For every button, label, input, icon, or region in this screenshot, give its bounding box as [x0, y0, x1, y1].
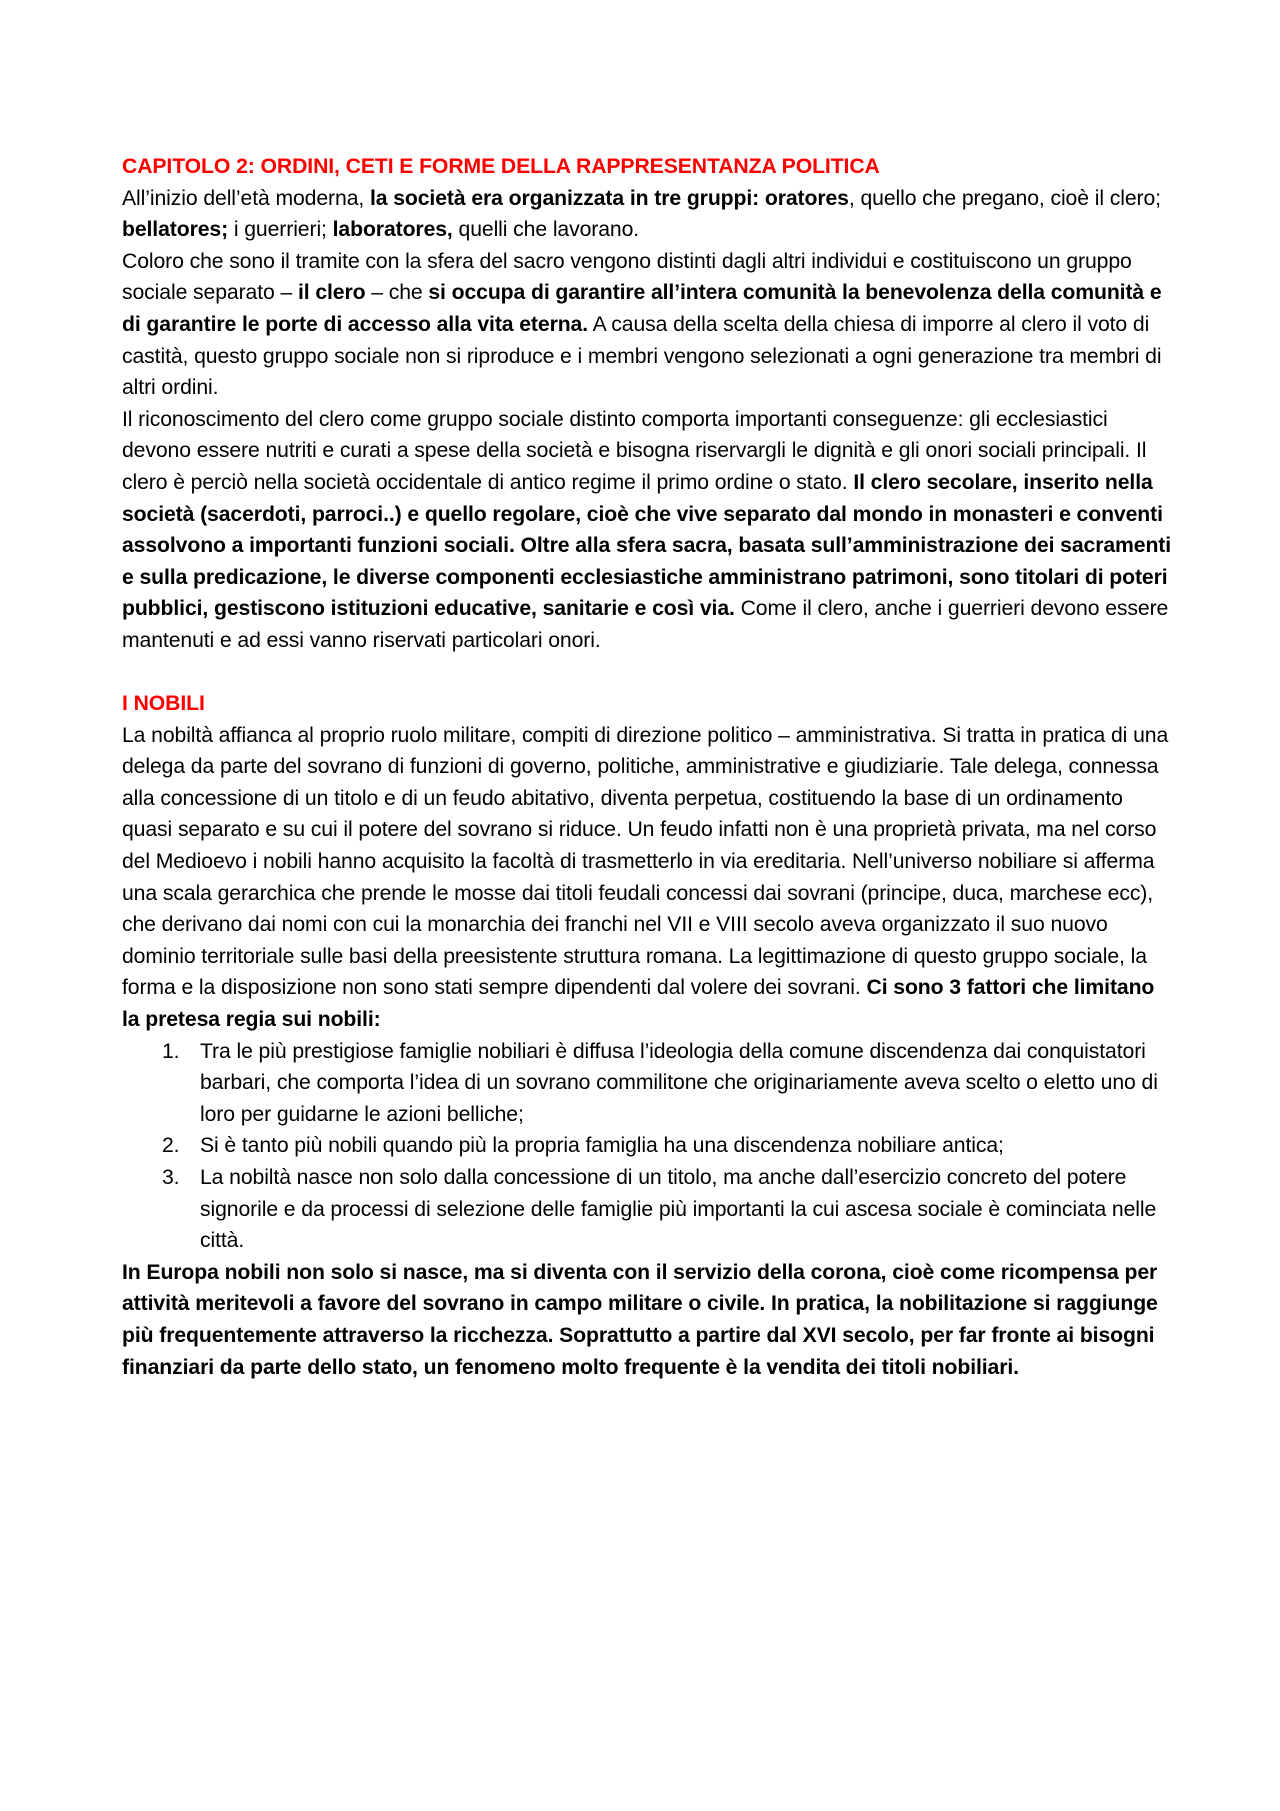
- list-number: 2.: [162, 1134, 180, 1158]
- list-item: [122, 1130, 1174, 1162]
- document-page: [122, 151, 1174, 1383]
- list-item-text: Tra le più prestigiose famiglie nobiliari è diffusa l’ideologia della comune discendenza dai conquistatori barbari, che comporta l’idea di un sovrano commilitone che originariamente aveva scelto o eletto uno di loro per guidarne le azioni belliche;: [200, 1039, 1158, 1126]
- text-run: quelli che lavorano.: [452, 218, 640, 242]
- list-item-text: Si è tanto più nobili quando più la propria famiglia ha una discendenza nobiliare antica;: [200, 1134, 1004, 1158]
- text-run-bold: In Europa nobili non solo si nasce, ma si diventa con il servizio della corona, cioè come ricompensa per attività meritevoli a favore del sovrano in campo militare o civile. In pratica, la nobilitazione si raggiunge più frequentemente attraverso la ricchezza. Soprattutto a partire dal XVI secolo, per far fronte ai bisogni finanziari da parte dello stato, un fenomeno molto frequente è la vendita dei titoli nobiliari.: [122, 1260, 1158, 1379]
- text-run: La nobiltà affianca al proprio ruolo militare, compiti di direzione politico – amministrativa. Si tratta in pratica di una delega da parte del sovrano di funzioni di governo, politiche, amministrative e giudiziarie. Tale delega, connessa alla concessione di un titolo e di un feudo abitativo, diventa perpetua, costituendo la base di un ordinamento quasi separato e su cui il potere del sovrano si riduce. Un feudo infatti non è una proprietà privata, ma nel corso del Medioevo i nobili hanno acquisito la facoltà di trasmetterlo in via ereditaria. Nell’universo nobiliare si afferma una scala gerarchica che prende le mosse dai titoli feudali concessi dai sovrani (principe, duca, marchese ecc), che derivano dai nomi con cui la monarchia dei franchi nel VII e VIII secolo aveva organizzato il suo nuovo dominio territoriale sulle basi della preesistente struttura romana. La legittimazione di questo gruppo sociale, la forma e la disposizione non sono stati sempre dipendenti dal volere dei sovrani.: [122, 723, 1169, 1000]
- paragraph-clero: [122, 246, 1174, 404]
- paragraph-riconoscimento: [122, 404, 1174, 657]
- paragraph-intro: [122, 183, 1174, 246]
- text-run: , quello che pregano, cioè il clero;: [848, 186, 1161, 210]
- text-run-bold: Il clero secolare, inserito nella società (sacerdoti, parroci..) e quello regolare, cioè che vive separato dal mondo in monasteri e conventi assolvono a importanti funzioni sociali. Oltre alla sfera sacra, basata sull’amministrazione dei sacramenti e sulla predicazione, le diverse componenti ecclesiastiche amministrano patrimoni, sono titolari di poteri pubblici, gestiscono istituzioni educative, sanitarie e così via.: [122, 470, 1172, 621]
- paragraph-spacer: [122, 657, 1174, 689]
- list-number: 1.: [162, 1039, 180, 1063]
- text-run: Il riconoscimento del clero come gruppo sociale distinto comporta importanti conseguenze: gli ecclesiastici devono essere nutriti e curati a spese della società e bisogna riservargli le dignità e gli onori sociali principali. Il clero è perciò nella società occidentale di antico regime il primo ordine o stato.: [122, 407, 1147, 494]
- text-run-bold: la società era organizzata in tre gruppi: oratores: [369, 186, 849, 210]
- list-item: [122, 1162, 1174, 1257]
- text-run: Coloro che sono il tramite con la sfera del sacro vengono distinti dagli altri individui e costituiscono un gruppo sociale separato –: [122, 249, 1132, 305]
- list-item: [122, 1036, 1174, 1131]
- paragraph-nobilta: [122, 720, 1174, 1036]
- chapter-heading: CAPITOLO 2: ORDINI, CETI E FORME DELLA RAPPRESENTANZA POLITICA: [122, 155, 880, 178]
- numbered-list: [122, 1036, 1174, 1257]
- text-run: Come il clero, anche i guerrieri devono essere mantenuti e ad essi vanno riservati particolari onori.: [122, 597, 1169, 652]
- paragraph-conclusion: [122, 1257, 1174, 1383]
- list-number: 3.: [162, 1166, 180, 1189]
- section-heading-nobili: I NOBILI: [122, 692, 205, 716]
- text-run: – che: [365, 281, 429, 305]
- text-run-bold: Ci sono 3 fattori che limitano la pretesa regia sui nobili:: [122, 976, 1155, 1032]
- text-run: A causa della scelta della chiesa di imporre al clero il voto di castità, questo gruppo sociale non si riproduce e i membri vengono selezionati a ogni generazione tra membri di altri ordini.: [122, 312, 1162, 400]
- text-run: All’inizio dell’età moderna,: [122, 186, 370, 210]
- text-run-bold: bellatores;: [122, 218, 229, 242]
- text-run-bold: il clero: [297, 281, 366, 305]
- text-run-bold: laboratores,: [332, 218, 453, 242]
- text-run: i guerrieri;: [228, 218, 333, 242]
- list-item-text: La nobiltà nasce non solo dalla concessione di un titolo, ma anche dall’esercizio concreto del potere signorile e da processi di selezione delle famiglie più importanti la cui ascesa sociale è cominciata nelle città.: [200, 1166, 1157, 1253]
- text-run-bold: si occupa di garantire all’intera comunità la benevolenza della comunità e di garantire le porte di accesso alla vita eterna.: [122, 281, 1162, 336]
